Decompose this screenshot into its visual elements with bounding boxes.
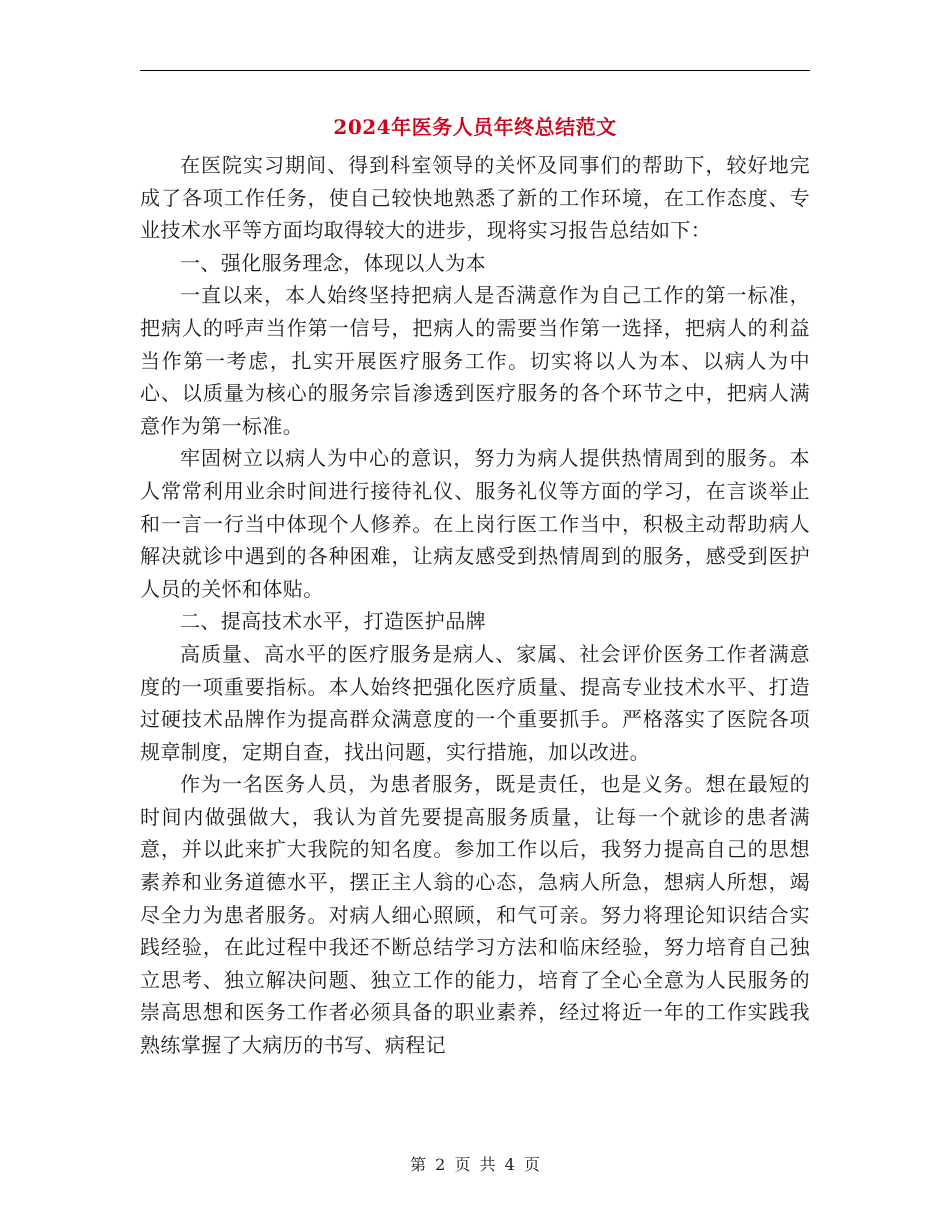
paragraph-4: 作为一名医务人员，为患者服务，既是责任，也是义务。想在最短的时间内做强做大，我认为首先要提高服务质量，让每一个就诊的患者满意，并以此来扩大我院的知名度。参加工作以后，我努力提高自己的思想素养和业务道德水平，摆正主人翁的心态，急病人所急，想病人所想，竭尽全力为患者服务。对病人细心照顾，和气可亲。努力将理论知识结合实践经验，在此过程中我还不断总结学习方法和临床经验，努力培育自己独立思考、独立解决问题、独立工作的能力，培育了全心全意为人民服务的崇高思想和医务工作者必须具备的职业素养，经过将近一年的工作实践我熟练掌握了大病历的书写、病程记 (140, 772, 810, 1058)
paragraph-3: 高质量、高水平的医疗服务是病人、家属、社会评价医务工作者满意度的一项重要指标。本人始终把强化医疗质量、提高专业技术水平、打造过硬技术品牌作为提高群众满意度的一个重要抓手。严格落实了医院各项规章制度，定期自查，找出问题，实行措施，加以改进。 (140, 641, 810, 764)
section-heading-1: 一、强化服务理念，体现以人为本 (180, 250, 486, 275)
section-heading-2: 二、提高技术水平，打造医护品牌 (180, 609, 486, 634)
paragraph-2: 牢固树立以病人为中心的意识，努力为病人提供热情周到的服务。本人常常利用业余时间进行接待礼仪、服务礼仪等方面的学习，在言谈举止和一言一行当中体现个人修养。在上岗行医工作当中，积极主动帮助病人解决就诊中遇到的各种困难，让病友感受到热情周到的服务，感受到医护人员的关怀和体贴。 (140, 446, 810, 601)
document-body (140, 149, 810, 1062)
document-title: 2024年医务人员年终总结范文 (333, 115, 617, 139)
paragraph-1: 一直以来，本人始终坚持把病人是否满意作为自己工作的第一标准，把病人的呼声当作第一信号，把病人的需要当作第一选择，把病人的利益当作第一考虑，扎实开展医疗服务工作。切实将以人为本、以病人为中心、以质量为核心的服务宗旨渗透到医疗服务的各个环节之中，把病人满意作为第一标准。 (140, 283, 810, 438)
paragraph-intro: 在医院实习期间、得到科室领导的关怀及同事们的帮助下，较好地完成了各项工作任务，使自己较快地熟悉了新的工作环境，在工作态度、专业技术水平等方面均取得较大的进步，现将实习报告总结如下： (140, 153, 810, 243)
page-number-footer: 第 2 页 共 4 页 (410, 1155, 540, 1174)
header-rule (140, 70, 810, 71)
